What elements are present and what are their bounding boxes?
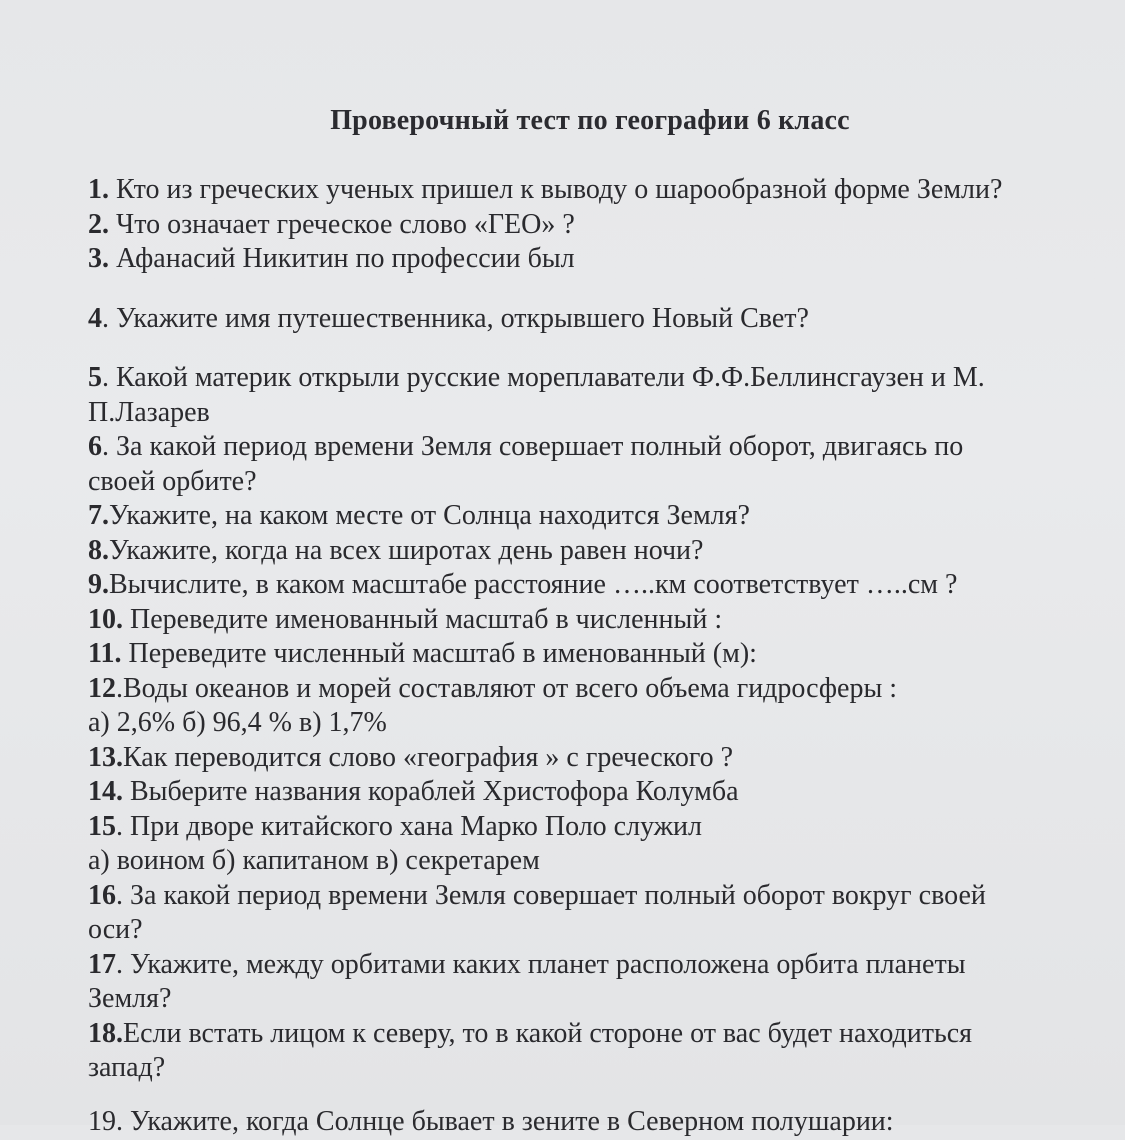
question-text: Афанасий Никитин по профессии был xyxy=(109,243,575,274)
page-title: Проверочный тест по географии 6 класс xyxy=(330,105,850,136)
question-text: . Укажите, между орбитами каких планет расположена орбита планеты xyxy=(116,948,966,980)
question-18 xyxy=(88,1017,1078,1052)
question-number: 13. xyxy=(88,741,123,773)
question-text: Выберите названия кораблей Христофора Колумба xyxy=(123,776,739,807)
question-text: . При дворе китайского хана Марко Поло служил xyxy=(116,810,703,842)
spacer xyxy=(88,336,1078,361)
question-number: 17 xyxy=(88,948,116,980)
question-text: . Какой материк открыли русские мореплаватели Ф.Ф.Беллинсгаузен и М. xyxy=(102,362,985,393)
question-text: Укажите, когда на всех широтах день равен ночи? xyxy=(109,534,704,566)
question-number: 14. xyxy=(88,776,123,807)
answer-options: а) 2,6% б) 96,4 % в) 1,7% xyxy=(88,707,387,738)
question-text: оси? xyxy=(88,914,143,945)
question-number: 18. xyxy=(88,1017,123,1049)
question-16 xyxy=(88,879,1078,914)
question-10 xyxy=(88,603,1078,638)
question-15-options xyxy=(88,844,1078,879)
question-text: . За какой период времени Земля совершает полный оборот, двигаясь по xyxy=(102,431,964,462)
question-text: . За какой период времени Земля совершает полный оборот вокруг своей xyxy=(116,879,986,911)
question-text: Что означает греческое слово «ГЕО» ? xyxy=(109,208,575,240)
question-number: 8. xyxy=(88,534,109,566)
question-19-cut-off: 19. Укажите, когда Солнце бывает в зените в Северном полушарии: xyxy=(88,1106,894,1137)
question-4 xyxy=(88,302,1078,337)
question-5 xyxy=(88,361,1078,396)
question-12-options xyxy=(88,706,1078,741)
question-text: Вычислите, в каком масштабе расстояние …..км соответствует …..см ? xyxy=(109,569,958,600)
question-3 xyxy=(88,242,1078,277)
question-number: 11. xyxy=(88,638,122,669)
answer-options: а) воином б) капитаном в) секретарем xyxy=(88,845,540,876)
question-17-continuation xyxy=(88,982,1078,1017)
question-6 xyxy=(88,430,1078,465)
question-number: 6 xyxy=(88,431,102,462)
question-number: 16 xyxy=(88,879,116,911)
question-14 xyxy=(88,775,1078,810)
question-text: своей орбите? xyxy=(88,465,257,497)
question-13 xyxy=(88,741,1078,776)
question-text: Земля? xyxy=(88,983,172,1014)
question-number: 7. xyxy=(88,500,109,531)
question-number: 3. xyxy=(88,243,109,274)
question-text: . Укажите имя путешественника, открывшего Новый Свет? xyxy=(102,302,809,334)
question-18-continuation xyxy=(88,1051,1078,1086)
question-17 xyxy=(88,948,1078,983)
question-text: запад? xyxy=(88,1052,166,1083)
question-text: Кто из греческих ученых пришел к выводу о шарообразной форме Земли? xyxy=(109,174,1003,205)
question-number: 15 xyxy=(88,810,116,842)
question-6-continuation xyxy=(88,465,1078,500)
question-text: Укажите, на каком месте от Солнца находится Земля? xyxy=(109,500,750,531)
question-number: 12 xyxy=(88,672,116,704)
question-text: .Воды океанов и морей составляют от всего объема гидросферы : xyxy=(116,672,898,704)
question-number: 2. xyxy=(88,208,109,240)
question-number: 1. xyxy=(88,174,109,205)
question-8 xyxy=(88,534,1078,569)
question-number: 9. xyxy=(88,569,109,600)
question-number: 4 xyxy=(88,302,102,334)
question-text: Если встать лицом к северу, то в какой стороне от вас будет находиться xyxy=(123,1017,973,1049)
question-number: 5 xyxy=(88,362,102,393)
question-15 xyxy=(88,810,1078,845)
spacer xyxy=(88,277,1078,302)
question-9 xyxy=(88,568,1078,603)
question-text: Переведите численный масштаб в именованный (м): xyxy=(121,638,757,669)
question-list xyxy=(88,173,1078,1086)
question-text: Как переводится слово «география » с греческого ? xyxy=(123,741,734,773)
question-text: Переведите именованный масштаб в численный : xyxy=(123,603,723,635)
question-11 xyxy=(88,637,1078,672)
question-7 xyxy=(88,499,1078,534)
question-number: 10. xyxy=(88,603,123,635)
question-5-continuation xyxy=(88,396,1078,431)
question-16-continuation xyxy=(88,913,1078,948)
question-12 xyxy=(88,672,1078,707)
question-text: П.Лазарев xyxy=(88,396,210,428)
question-1 xyxy=(88,173,1078,208)
question-2 xyxy=(88,208,1078,243)
